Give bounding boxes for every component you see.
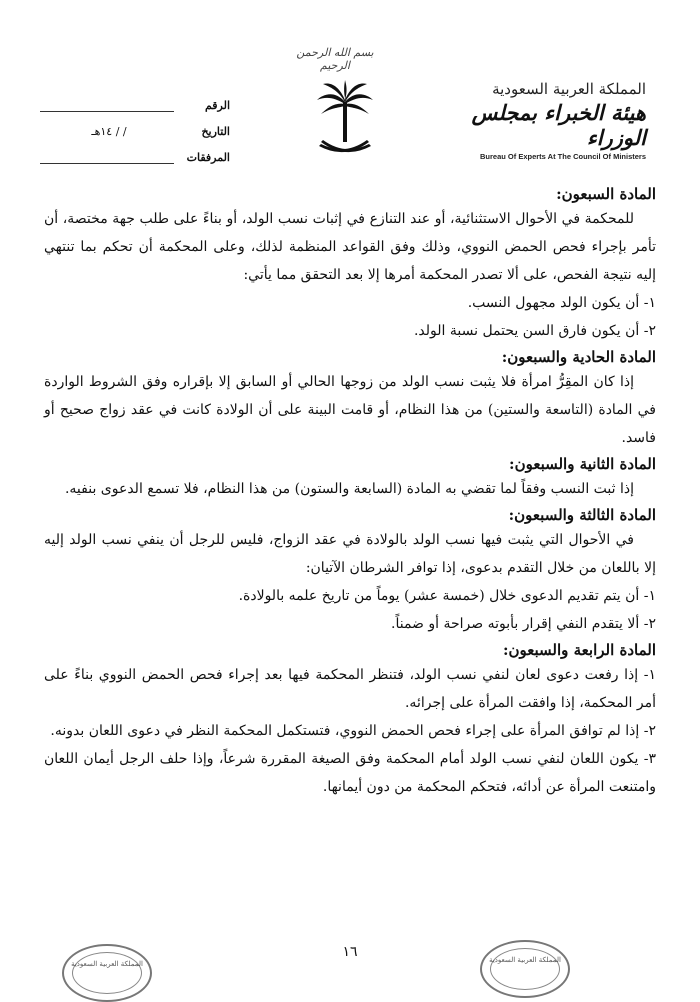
attachments-label: المرفقات xyxy=(186,150,230,164)
bureau-name-arabic: هيئة الخبراء بمجلس الوزراء xyxy=(471,100,646,150)
stamp-inner-ring xyxy=(490,948,560,990)
date-value: / / ١٤هـ xyxy=(91,124,127,138)
article-72-title: المادة الثانية والسبعون: xyxy=(509,455,656,473)
date-row xyxy=(40,118,230,144)
stamp-inner-ring xyxy=(72,952,142,994)
article-73-item-1: ١- أن يتم تقديم الدعوى خلال (خمسة عشر) يوماً من تاريخ علمه بالولادة. xyxy=(238,588,656,604)
article-74-item-3: ٣- يكون اللعان لنفي نسب الولد أمام المحكمة وفق الصيغة المقررة شرعاً، وإذا حلف الرجل أيمان اللعان وامتنعت المرأة عن أدائه، فتحكم المحكمة من دون أيمانها. xyxy=(44,751,656,795)
article-74-title: المادة الرابعة والسبعون: xyxy=(502,641,656,659)
article-70-item-2: ٢- أن يكون فارق السن يحتمل نسبة الولد. xyxy=(413,323,656,339)
page-number: ١٦ xyxy=(342,944,358,960)
basmala: بسم الله الرحمن الرحيم xyxy=(296,46,374,72)
article-73-title: المادة الثالثة والسبعون: xyxy=(508,506,656,524)
document-body xyxy=(44,182,656,801)
article-70-item-1: ١- أن يكون الولد مجهول النسب. xyxy=(467,295,656,311)
reference-fields xyxy=(40,92,230,170)
saudi-emblem-icon xyxy=(315,80,375,162)
issuer-brand xyxy=(446,80,646,161)
article-72-text: إذا ثبت النسب وفقاً لما تقضي به المادة (السابعة والستون) من هذا النظام، فلا تسمع الدعوى بنفيه. xyxy=(64,481,634,497)
article-74-item-2: ٢- إذا لم توافق المرأة على إجراء فحص الحمض النووي، فتستكمل المحكمة النظر في دعوى اللعان بدونه. xyxy=(50,723,656,739)
attachments-line xyxy=(40,151,174,164)
article-73-text: في الأحوال التي يثبت فيها نسب الولد بالولادة في عقد الزواج، فليس للرجل أن ينفي نسب الولد إليه إلا باللعان من خلال التقدم بدعوى، إذا توافر الشرطان الآتيان: xyxy=(44,532,656,576)
article-74-item-1: ١- إذا رفعت دعوى لعان لنفي نسب الولد، فتنظر المحكمة فيها بعد إجراء فحص الحمض النووي بناءً على أمر المحكمة، إذا وافقت المرأة على إجرائه. xyxy=(44,667,656,711)
official-stamp-left xyxy=(62,944,152,1002)
date-label: التاريخ xyxy=(201,124,230,138)
article-70-title: المادة السبعون: xyxy=(556,185,656,203)
stamp-text-right: المملكة العربية السعودية xyxy=(489,956,561,964)
article-73-item-2: ٢- ألا يتقدم النفي إقرار بأبوته صراحة أو ضمناً. xyxy=(391,616,656,632)
article-71-text: إذا كان المقِرُّ امرأة فلا يثبت نسب الولد من زوجها الحالي أو السابق إلا بإقراره وفق الشروط الواردة في المادة (التاسعة والستين) من هذا النظام، أو قامت البينة على أن الولادة كانت في عقد زواج صحيح أو فاسد. xyxy=(44,374,656,446)
bureau-name-english: Bureau Of Experts At The Council Of Ministers xyxy=(480,152,646,161)
attachments-row xyxy=(40,144,230,170)
article-71-title: المادة الحادية والسبعون: xyxy=(501,348,656,366)
number-row xyxy=(40,92,230,118)
stamp-text-left: المملكة العربية السعودية xyxy=(71,960,143,968)
kingdom-name: المملكة العربية السعودية xyxy=(492,80,646,98)
article-70-text: للمحكمة في الأحوال الاستثنائية، أو عند التنازع في إثبات نسب الولد، أو بناءً على طلب جهة مختصة، أن تأمر بإجراء فحص الحمض النووي، وذلك وفق القواعد المنظمة لذلك، وعلى المحكمة أن تحكم بما تنتهي إليه نتيجة الفحص، على ألا تصدر المحكمة أمرها إلا بعد التحقق مما يأتي: xyxy=(44,211,656,283)
number-line xyxy=(40,99,174,112)
official-stamp-right xyxy=(480,940,570,998)
number-label: الرقم xyxy=(204,98,230,112)
